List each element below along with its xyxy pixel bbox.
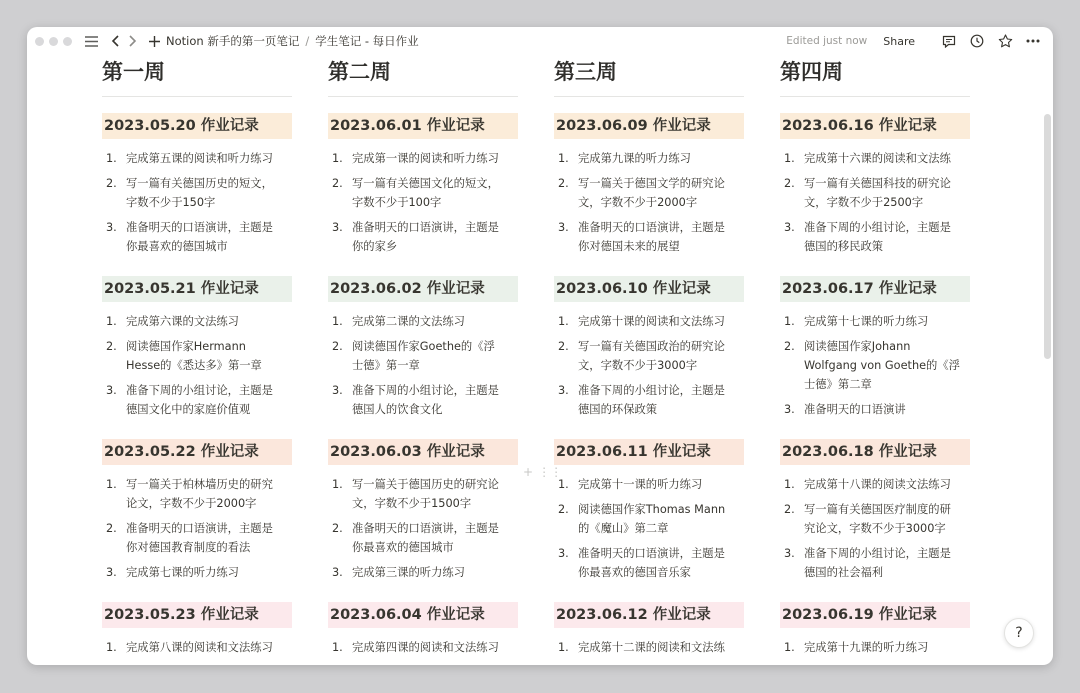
record-date-heading[interactable]: 2023.06.03 作业记录	[328, 439, 518, 465]
task-text-line: 你最喜欢的德国音乐家	[578, 566, 691, 579]
task-number: 2.	[558, 177, 569, 190]
task-text-line: 你的家乡	[352, 240, 398, 253]
task-number: 2.	[784, 503, 795, 516]
homework-record	[780, 113, 970, 276]
breadcrumb-current[interactable]: 学生笔记 - 每日作业	[315, 34, 419, 48]
week-column	[328, 55, 518, 665]
homework-record	[328, 439, 518, 602]
week-title[interactable]: 第三周	[554, 60, 617, 84]
task-item[interactable]	[102, 519, 292, 557]
task-text-line: 写一篇有关德国医疗制度的研	[804, 503, 951, 516]
task-text	[126, 638, 292, 657]
task-number: 1.	[558, 641, 569, 654]
task-text	[804, 638, 970, 657]
task-text	[126, 312, 292, 331]
top-bar	[27, 27, 1053, 55]
task-text	[578, 500, 744, 538]
breadcrumb-separator: /	[305, 34, 310, 48]
task-text-line: 德国人的饮食文化	[352, 403, 443, 416]
task-item[interactable]	[780, 544, 970, 582]
homework-record	[328, 113, 518, 276]
task-text-line: 完成第十二课的阅读和文法练	[578, 641, 725, 654]
task-item[interactable]	[102, 337, 292, 375]
task-number: 1.	[106, 641, 117, 654]
task-text	[804, 544, 970, 582]
task-text-line: 你对德国未来的展望	[578, 240, 680, 253]
record-date-heading[interactable]: 2023.06.02 作业记录	[328, 276, 518, 302]
task-text	[578, 475, 744, 494]
task-list	[554, 475, 744, 582]
task-list	[780, 475, 970, 582]
task-list	[102, 638, 292, 657]
task-text-line: 阅读德国作家Thomas Mann	[578, 503, 726, 516]
task-text-line: 完成第六课的文法练习	[126, 315, 239, 328]
task-text	[804, 174, 970, 212]
task-text-line: Hesse的《悉达多》第一章	[126, 359, 262, 372]
task-text-line: 阅读德国作家Johann	[804, 340, 911, 353]
task-list	[780, 149, 970, 256]
task-number: 3.	[558, 221, 569, 234]
task-text	[578, 638, 744, 657]
task-number: 2.	[784, 340, 795, 353]
task-number: 3.	[332, 566, 343, 579]
divider	[780, 96, 970, 97]
task-text-line: 准备下周的小组讨论，主题是	[804, 547, 951, 560]
task-item[interactable]	[780, 174, 970, 212]
task-number: 2.	[106, 177, 117, 190]
task-text-line: 德国的移民政策	[804, 240, 884, 253]
task-number: 3.	[784, 547, 795, 560]
homework-record	[102, 439, 292, 602]
task-text-line: 你最喜欢的德国城市	[352, 541, 454, 554]
vertical-scrollbar[interactable]	[1044, 59, 1051, 659]
week-title[interactable]: 第四周	[780, 60, 843, 84]
task-item[interactable]	[780, 149, 970, 168]
task-text-line: 完成第十一课的听力练习	[578, 478, 703, 491]
task-list	[102, 475, 292, 582]
homework-record	[780, 276, 970, 439]
record-date-heading[interactable]: 2023.06.10 作业记录	[554, 276, 744, 302]
task-item[interactable]	[554, 381, 744, 419]
task-item[interactable]	[328, 149, 518, 168]
task-number: 3.	[106, 221, 117, 234]
task-text-line: 完成第七课的听力练习	[126, 566, 239, 579]
task-text-line: 完成第四课的阅读和文法练习	[352, 641, 499, 654]
task-list	[328, 149, 518, 256]
week-column	[780, 55, 970, 665]
task-number: 3.	[558, 384, 569, 397]
task-text-line: 你最喜欢的德国城市	[126, 240, 228, 253]
task-item[interactable]	[328, 312, 518, 331]
week-title[interactable]: 第二周	[328, 60, 391, 84]
task-text-line: 完成第八课的阅读和文法练习	[126, 641, 273, 654]
edited-status: Edited just now	[786, 35, 868, 47]
task-text-line: 士德》第一章	[352, 359, 420, 372]
task-text-line: 准备下周的小组讨论，主题是	[126, 384, 273, 397]
homework-record	[102, 113, 292, 276]
week-title[interactable]: 第一周	[102, 60, 165, 84]
task-item[interactable]	[102, 381, 292, 419]
task-text-line: 完成第十九课的听力练习	[804, 641, 929, 654]
task-text-line: 德国的环保政策	[578, 403, 658, 416]
task-number: 1.	[332, 152, 343, 165]
task-text-line: 你对德国教育制度的看法	[126, 541, 251, 554]
task-list	[102, 312, 292, 419]
task-text	[126, 563, 292, 582]
record-date-heading[interactable]: 2023.06.18 作业记录	[780, 439, 970, 465]
comment-icon[interactable]	[941, 31, 957, 51]
more-options-icon[interactable]	[1025, 31, 1041, 51]
task-number: 1.	[784, 478, 795, 491]
task-text-line: 写一篇有关德国科技的研究论	[804, 177, 951, 190]
task-text-line: 准备明天的口语演讲，主题是	[126, 522, 273, 535]
task-text	[352, 312, 518, 331]
homework-record	[554, 602, 744, 665]
task-text-line: 完成第一课的阅读和听力练习	[352, 152, 499, 165]
task-text	[126, 174, 292, 212]
task-item[interactable]	[102, 312, 292, 331]
task-text	[352, 475, 518, 513]
task-item[interactable]	[554, 475, 744, 494]
task-item[interactable]	[780, 400, 970, 419]
homework-record	[102, 602, 292, 665]
record-date-heading[interactable]: 2023.06.12 作业记录	[554, 602, 744, 628]
record-date-heading[interactable]: 2023.06.04 作业记录	[328, 602, 518, 628]
task-text-line: 士德》第二章	[804, 378, 872, 391]
task-text	[126, 337, 292, 375]
task-text-line: 完成第十六课的阅读和文法练	[804, 152, 951, 165]
task-number: 1.	[558, 315, 569, 328]
task-text	[804, 218, 970, 256]
task-list	[102, 149, 292, 256]
task-item[interactable]	[102, 218, 292, 256]
task-text	[352, 218, 518, 256]
task-text	[126, 475, 292, 513]
task-item[interactable]	[102, 638, 292, 657]
task-list	[780, 312, 970, 419]
task-number: 2.	[332, 177, 343, 190]
task-text-line: 的《魔山》第二章	[578, 522, 669, 535]
task-number: 1.	[106, 152, 117, 165]
task-text	[804, 337, 970, 394]
homework-record	[328, 602, 518, 665]
homework-record	[102, 276, 292, 439]
task-item[interactable]	[328, 381, 518, 419]
task-number: 1.	[558, 152, 569, 165]
task-text-line: 文，字数不少于2000字	[578, 196, 698, 209]
task-item[interactable]	[554, 312, 744, 331]
task-number: 1.	[784, 641, 795, 654]
task-number: 2.	[558, 340, 569, 353]
record-date-heading[interactable]: 2023.06.01 作业记录	[328, 113, 518, 139]
task-number: 1.	[106, 478, 117, 491]
record-date-heading[interactable]: 2023.05.23 作业记录	[102, 602, 292, 628]
task-item[interactable]	[780, 638, 970, 657]
divider	[328, 96, 518, 97]
homework-record	[780, 602, 970, 665]
task-item[interactable]	[780, 500, 970, 538]
task-item[interactable]	[328, 337, 518, 375]
task-number: 1.	[332, 641, 343, 654]
task-number: 3.	[106, 566, 117, 579]
add-block-icon[interactable]: +	[523, 465, 534, 479]
task-text	[578, 337, 744, 375]
task-number: 2.	[332, 522, 343, 535]
task-text	[126, 149, 292, 168]
task-item[interactable]	[780, 312, 970, 331]
task-text-line: 写一篇有关德国文化的短文，	[352, 177, 499, 190]
task-text	[804, 400, 970, 419]
record-date-heading[interactable]: 2023.05.20 作业记录	[102, 113, 292, 139]
task-text-line: 完成第五课的阅读和听力练习	[126, 152, 273, 165]
task-item[interactable]	[102, 475, 292, 513]
record-date-heading[interactable]: 2023.06.19 作业记录	[780, 602, 970, 628]
task-text-line: 写一篇有关德国历史的短文，	[126, 177, 273, 190]
task-text	[804, 312, 970, 331]
task-number: 2.	[332, 340, 343, 353]
task-text-line: 准备明天的口语演讲，主题是	[578, 221, 725, 234]
task-item[interactable]	[328, 174, 518, 212]
scrollbar-thumb[interactable]	[1044, 114, 1051, 359]
record-date-heading[interactable]: 2023.06.09 作业记录	[554, 113, 744, 139]
task-item[interactable]	[780, 337, 970, 394]
task-text	[804, 149, 970, 168]
task-text-line: 德国文化中的家庭价值观	[126, 403, 251, 416]
task-text	[578, 312, 744, 331]
homework-record	[554, 439, 744, 602]
task-text	[578, 149, 744, 168]
notion-window	[27, 27, 1053, 665]
task-text	[578, 544, 744, 582]
task-number: 1.	[332, 478, 343, 491]
task-text	[578, 381, 744, 419]
task-text-line: Wolfgang von Goethe的《浮	[804, 359, 960, 372]
task-number: 1.	[106, 315, 117, 328]
task-text-line: 准备下周的小组讨论，主题是	[578, 384, 725, 397]
task-number: 3.	[332, 384, 343, 397]
task-text-line: 写一篇关于柏林墙历史的研究	[126, 478, 273, 491]
task-number: 3.	[332, 221, 343, 234]
task-text-line: 准备下周的小组讨论，主题是	[352, 384, 499, 397]
task-text	[804, 500, 970, 538]
task-text-line: 字数不少于100字	[352, 196, 442, 209]
homework-record	[328, 276, 518, 439]
task-text	[578, 218, 744, 256]
task-number: 3.	[784, 403, 795, 416]
task-number: 3.	[558, 547, 569, 560]
task-item[interactable]	[554, 544, 744, 582]
close-window-button[interactable]	[35, 37, 44, 46]
task-text-line: 完成第十七课的听力练习	[804, 315, 929, 328]
task-number: 1.	[784, 152, 795, 165]
task-text	[578, 174, 744, 212]
task-text-line: 文，字数不少于2500字	[804, 196, 924, 209]
task-number: 1.	[332, 315, 343, 328]
history-clock-icon[interactable]	[969, 31, 985, 51]
divider	[102, 96, 292, 97]
task-text-line: 写一篇关于德国历史的研究论	[352, 478, 499, 491]
task-text	[352, 174, 518, 212]
week-column	[102, 55, 292, 665]
task-item[interactable]	[328, 519, 518, 557]
task-text-line: 完成第十课的阅读和文法练习	[578, 315, 725, 328]
task-text	[352, 381, 518, 419]
task-item[interactable]	[102, 563, 292, 582]
task-text-line: 准备明天的口语演讲，主题是	[352, 522, 499, 535]
zoom-window-button[interactable]	[63, 37, 72, 46]
task-number: 3.	[106, 384, 117, 397]
task-number: 2.	[784, 177, 795, 190]
task-item[interactable]	[780, 218, 970, 256]
homework-record	[780, 439, 970, 602]
task-text-line: 阅读德国作家Hermann	[126, 340, 246, 353]
task-text-line: 阅读德国作家Goethe的《浮	[352, 340, 495, 353]
task-item[interactable]	[554, 174, 744, 212]
task-text-line: 完成第三课的听力练习	[352, 566, 465, 579]
task-item[interactable]	[554, 638, 744, 657]
task-text	[352, 519, 518, 557]
record-date-heading[interactable]: 2023.06.16 作业记录	[780, 113, 970, 139]
task-text-line: 文，字数不少于3000字	[578, 359, 698, 372]
task-item[interactable]	[554, 500, 744, 538]
homework-record	[554, 113, 744, 276]
task-number: 1.	[558, 478, 569, 491]
menu-icon[interactable]	[84, 31, 98, 51]
block-drag-handle[interactable]	[523, 465, 562, 479]
task-text	[352, 563, 518, 582]
new-page-plus-icon[interactable]	[148, 31, 160, 51]
task-number: 2.	[106, 340, 117, 353]
task-item[interactable]	[328, 638, 518, 657]
task-item[interactable]	[554, 337, 744, 375]
task-text-line: 准备明天的口语演讲，主题是	[352, 221, 499, 234]
task-text-line: 准备明天的口语演讲，主题是	[126, 221, 273, 234]
task-list	[554, 149, 744, 256]
record-date-heading[interactable]: 2023.05.21 作业记录	[102, 276, 292, 302]
help-button[interactable]: ?	[1004, 618, 1034, 648]
record-date-heading[interactable]: 2023.06.11 作业记录	[554, 439, 744, 465]
record-date-heading[interactable]: 2023.06.17 作业记录	[780, 276, 970, 302]
task-text-line: 德国的社会福利	[804, 566, 884, 579]
window-controls	[35, 37, 72, 46]
task-text-line: 完成第十八课的阅读文法练习	[804, 478, 951, 491]
drag-dots-icon[interactable]: ⋮⋮	[538, 465, 563, 479]
task-text	[352, 638, 518, 657]
task-text	[352, 149, 518, 168]
task-list	[328, 312, 518, 419]
task-text-line: 完成第二课的文法练习	[352, 315, 465, 328]
task-number: 2.	[558, 503, 569, 516]
task-text	[126, 519, 292, 557]
task-list	[780, 638, 970, 657]
task-item[interactable]	[328, 218, 518, 256]
task-item[interactable]	[780, 475, 970, 494]
forward-arrow-icon[interactable]	[128, 31, 138, 51]
task-text-line: 准备明天的口语演讲，主题是	[578, 547, 725, 560]
record-date-heading[interactable]: 2023.05.22 作业记录	[102, 439, 292, 465]
breadcrumb-parent[interactable]: Notion 新手的第一页笔记	[166, 34, 300, 48]
homework-record	[554, 276, 744, 439]
task-item[interactable]	[328, 563, 518, 582]
task-text-line: 完成第九课的听力练习	[578, 152, 691, 165]
back-arrow-icon[interactable]	[110, 31, 120, 51]
task-list	[328, 638, 518, 657]
task-number: 2.	[106, 522, 117, 535]
task-text-line: 写一篇关于德国文学的研究论	[578, 177, 725, 190]
task-item[interactable]	[102, 149, 292, 168]
minimize-window-button[interactable]	[49, 37, 58, 46]
task-text	[126, 218, 292, 256]
task-text	[126, 381, 292, 419]
share-button[interactable]: Share	[883, 34, 915, 48]
task-item[interactable]	[554, 218, 744, 256]
task-number: 1.	[784, 315, 795, 328]
task-number: 3.	[784, 221, 795, 234]
divider	[554, 96, 744, 97]
task-text-line: 究论文，字数不少于3000字	[804, 522, 946, 535]
task-item[interactable]	[554, 149, 744, 168]
task-text-line: 论文，字数不少于2000字	[126, 497, 257, 510]
task-text	[804, 475, 970, 494]
favorite-star-icon[interactable]	[997, 31, 1013, 51]
task-item[interactable]	[328, 475, 518, 513]
week-column	[554, 55, 744, 665]
task-text-line: 字数不少于150字	[126, 196, 216, 209]
task-list	[328, 475, 518, 582]
task-text-line: 写一篇有关德国政治的研究论	[578, 340, 725, 353]
task-text-line: 文，字数不少于1500字	[352, 497, 472, 510]
task-text-line: 准备明天的口语演讲	[804, 403, 906, 416]
task-item[interactable]	[102, 174, 292, 212]
task-text-line: 准备下周的小组讨论，主题是	[804, 221, 951, 234]
task-list	[554, 638, 744, 657]
task-list	[554, 312, 744, 419]
task-text	[352, 337, 518, 375]
